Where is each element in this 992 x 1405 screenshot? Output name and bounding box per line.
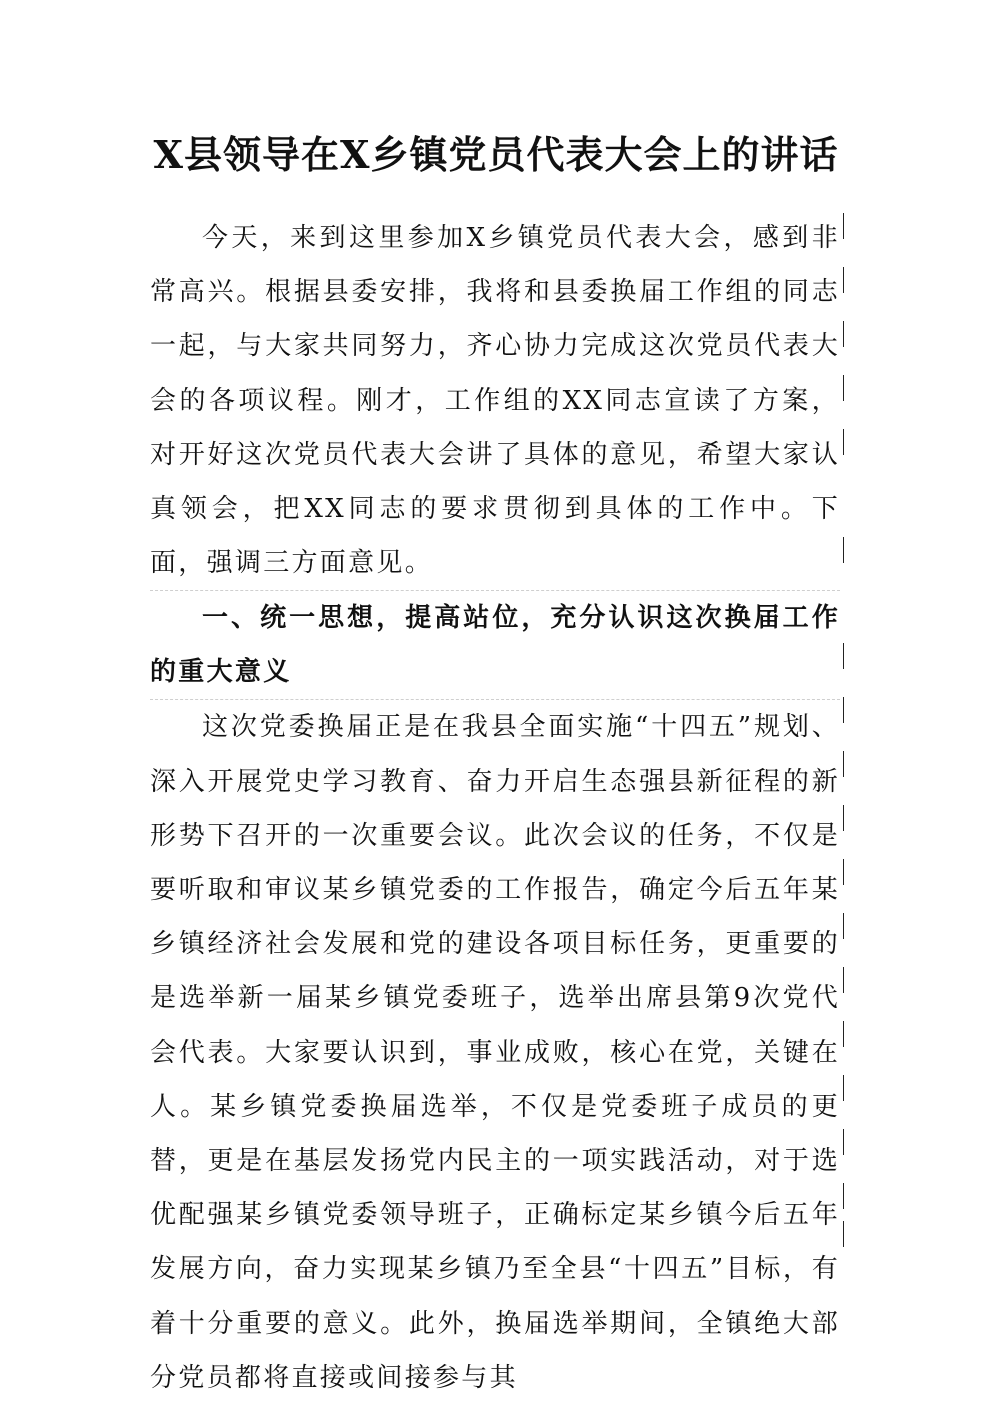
- margin-mark: [843, 267, 844, 293]
- margin-mark: [843, 967, 844, 993]
- margin-mark: [843, 859, 844, 885]
- section-1-paragraph: 这次党委换届正是在我县全面实施“十四五”规划、深入开展党史学习教育、奋力开启生态强县新征程的新形势下召开的一次重要会议。此次会议的任务，不仅是要听取和审议某乡镇党委的工作报告，确定今后五年某乡镇经济社会发展和党的建设各项目标任务，更重要的是选举新一届某乡镇党委班子，选举出席县第9次党代会代表。大家要认识到，事业成败，核心在党，关键在人。某乡镇党委换届选举，不仅是党委班子成员的更替，更是在基层发扬党内民主的一项实践活动，对于选优配强某乡镇党委领导班子，正确标定某乡镇今后五年发展方向，奋力实现某乡镇乃至全县“十四五”目标，有着十分重要的意义。此外，换届选举期间，全镇绝大部分党员都将直接或间接参与其: [150, 712, 840, 1393]
- margin-mark: [843, 913, 844, 939]
- margin-mark: [843, 1021, 844, 1047]
- margin-mark: [843, 375, 844, 401]
- right-margin-line-marks: [843, 211, 845, 1251]
- margin-mark: [843, 1129, 844, 1155]
- margin-mark: [843, 213, 844, 239]
- section-heading-1: 一、统一思想，提高站位，充分认识这次换届工作的重大意义: [150, 590, 840, 700]
- document-title: X县领导在X乡镇党员代表大会上的讲话: [153, 132, 839, 177]
- margin-mark: [843, 429, 844, 455]
- margin-mark: [843, 643, 844, 669]
- margin-mark: [843, 805, 844, 831]
- margin-mark: [843, 537, 844, 563]
- margin-mark: [843, 751, 844, 777]
- margin-mark: [843, 1075, 844, 1101]
- margin-mark: [843, 697, 844, 723]
- margin-mark: [843, 1221, 844, 1247]
- opening-paragraph: 今天，来到这里参加X乡镇党员代表大会，感到非常高兴。根据县委安排，我将和县委换届工作组的同志一起，与大家共同努力，齐心协力完成这次党员代表大会的各项议程。刚才，工作组的XX同志宣读了方案，对开好这次党员代表大会讲了具体的意见，希望大家认真领会，把XX同志的要求贯彻到具体的工作中。下面，强调三方面意见。: [150, 223, 840, 579]
- margin-mark: [843, 1183, 844, 1209]
- margin-mark: [843, 321, 844, 347]
- document-body: [150, 211, 840, 1405]
